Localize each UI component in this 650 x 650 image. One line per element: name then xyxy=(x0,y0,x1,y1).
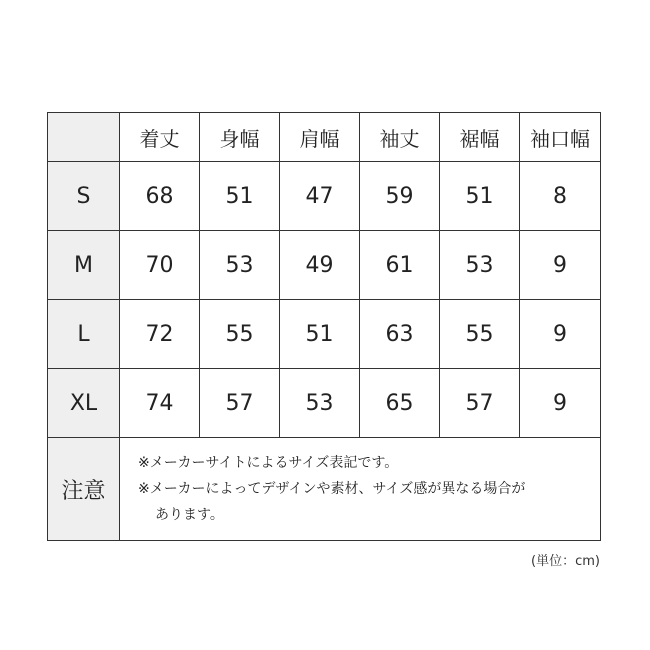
table-cell: 53 xyxy=(440,231,520,300)
header-sleeve-length: 袖丈 xyxy=(360,113,440,162)
table-cell: 55 xyxy=(200,300,280,369)
table-row xyxy=(48,231,601,300)
table-cell: 70 xyxy=(120,231,200,300)
table-row xyxy=(48,369,601,438)
table-cell: 47 xyxy=(280,162,360,231)
table-cell: 59 xyxy=(360,162,440,231)
table-cell: 57 xyxy=(440,369,520,438)
header-row xyxy=(48,113,601,162)
note-line: ※メーカーによってデザインや素材、サイズ感が異なる場合が xyxy=(138,481,526,497)
corner-cell xyxy=(48,113,120,162)
header-shoulder-width: 肩幅 xyxy=(280,113,360,162)
note-label: 注意 xyxy=(48,438,120,541)
table-cell: 51 xyxy=(200,162,280,231)
table-cell: 9 xyxy=(520,231,601,300)
table-cell: 51 xyxy=(280,300,360,369)
size-chart-table xyxy=(47,112,601,541)
size-label: S xyxy=(48,162,120,231)
table-cell: 53 xyxy=(200,231,280,300)
table-cell: 8 xyxy=(520,162,601,231)
table-cell: 68 xyxy=(120,162,200,231)
table-row xyxy=(48,162,601,231)
table-cell: 49 xyxy=(280,231,360,300)
table-cell: 72 xyxy=(120,300,200,369)
note-text xyxy=(120,438,601,541)
size-label: M xyxy=(48,231,120,300)
header-body-width: 身幅 xyxy=(200,113,280,162)
table-cell: 51 xyxy=(440,162,520,231)
table-row xyxy=(48,300,601,369)
table-cell: 55 xyxy=(440,300,520,369)
table-cell: 65 xyxy=(360,369,440,438)
table-cell: 53 xyxy=(280,369,360,438)
table-cell: 61 xyxy=(360,231,440,300)
unit-label: (単位：cm) xyxy=(531,554,600,569)
header-cuff-width: 袖口幅 xyxy=(520,113,601,162)
table-cell: 9 xyxy=(520,369,601,438)
note-line: ※メーカーサイトによるサイズ表記です。 xyxy=(138,455,399,471)
header-hem-width: 裾幅 xyxy=(440,113,520,162)
note-line: あります。 xyxy=(155,507,224,523)
table-cell: 9 xyxy=(520,300,601,369)
table-cell: 57 xyxy=(200,369,280,438)
table-cell: 74 xyxy=(120,369,200,438)
table-cell: 63 xyxy=(360,300,440,369)
size-label: L xyxy=(48,300,120,369)
header-length: 着丈 xyxy=(120,113,200,162)
note-row xyxy=(48,438,601,541)
size-label: XL xyxy=(48,369,120,438)
